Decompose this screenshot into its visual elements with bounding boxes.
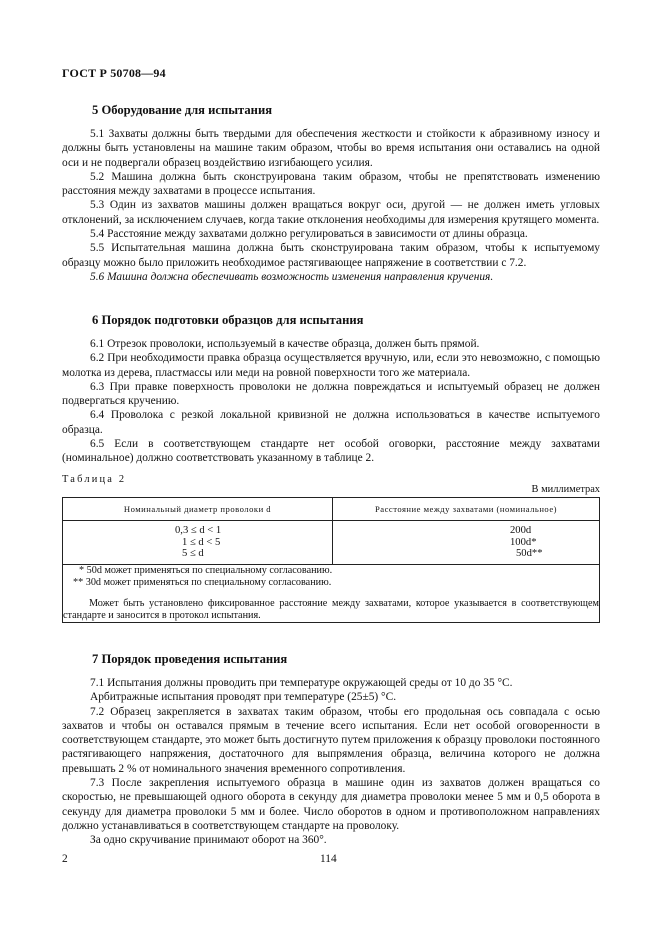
- paragraph-7-2: 7.2 Образец закрепляется в захватах таким образом, чтобы его продольная ось совпадала с осью захватов и чтобы он оставался прямым в течение всего испытания. Если нет особой оговоренности в соответствующем стандарте, это может быть достигнуто путем приложения к образцу проволоки постоянного растягивающего напряжения, достаточного для выпрямления образца, величина которого не должна превышать 2 % от номинального значения временного сопротивления.: [62, 705, 600, 775]
- table-header-distance: Расстояние между захватами (номинальное): [333, 498, 600, 521]
- table-cell-distance: 200d: [510, 525, 532, 536]
- paragraph-7-3-definition: За одно скручивание принимают оборот на 360°.: [90, 834, 327, 847]
- page-number-center: 114: [320, 853, 337, 865]
- paragraph-7-1: 7.1 Испытания должны проводить при температуре окружающей среды от 10 до 35 °С.: [90, 677, 513, 689]
- paragraph-6-1: 6.1 Отрезок проволоки, используемый в качестве образца, должен быть прямой.: [90, 338, 480, 350]
- paragraph-7-3: 7.3 После закрепления испытуемого образца в машине один из захватов должен вращаться со скоростью, не превышающей одного оборота в секунду для диаметра проволоки менее 5 мм и 0,5 оборота в секунду для диаметра проволоки 5 мм и более. Число оборотов в одном и противоположном направлениях должно устанавливаться в соответствующем стандарте на проволоку.: [62, 777, 600, 832]
- paragraph-6-5: 6.5 Если в соответствующем стандарте нет особой оговорки, расстояние между захватами (номинальное) должно соответствовать указанному в таблице 2.: [62, 438, 600, 465]
- distance-column: [333, 521, 599, 564]
- table-cell-diameter: 1 ≤ d < 5: [182, 536, 221, 548]
- table-header-diameter: Номинальный диаметр проволоки d: [63, 498, 333, 521]
- table-unit: В миллиметрах: [531, 484, 600, 495]
- table-note: * 50d может применяться по специальному согласованию.: [79, 564, 333, 576]
- diameter-column: [63, 521, 332, 564]
- table-2: [62, 497, 600, 623]
- section-6-body: [62, 337, 600, 466]
- paragraph-5-4: 5.4 Расстояние между захватами должно регулироваться в зависимости от длины образца.: [90, 228, 528, 241]
- paragraph-5-6: 5.6 Машина должна обеспечивать возможность изменения направления кручения.: [90, 270, 494, 283]
- paragraph-5-1: 5.1 Захваты должны быть твердыми для обеспечения жесткости и стойкости к абразивному износу и должны быть установлены на машине таким образом, чтобы во время испытания они оставались на одной оси и не подвергали образец воздействию изгибающего усилия.: [62, 128, 600, 169]
- table-cell-diameter: 5 ≤ d: [182, 548, 204, 560]
- table-remark: Может быть установлено фиксированное расстояние между захватами, которое указывается в соответствующем стандарте и заносится в протокол испытания.: [63, 597, 599, 621]
- section-7-body: [62, 676, 600, 848]
- paragraph-6-4: 6.4 Проволока с резкой локальной кривизной не должна использоваться в качестве испытуемого образца.: [62, 409, 600, 436]
- table-notes-row: [63, 564, 600, 622]
- section-5-body: [62, 127, 600, 284]
- section-5-title: 5 Оборудование для испытания: [92, 103, 273, 117]
- table-cell-distance: 50d**: [516, 548, 543, 560]
- table-cell-distance: 100d*: [510, 536, 537, 548]
- table-values-row: [63, 521, 600, 565]
- page-number-left: 2: [62, 853, 68, 865]
- standard-header: ГОСТ Р 50708—94: [62, 66, 166, 80]
- paragraph-7-1-arbitration: Арбитражные испытания проводят при температуре (25±5) °С.: [90, 691, 397, 704]
- table-caption: Таблица 2: [62, 474, 127, 485]
- section-7-title: 7 Порядок проведения испытания: [92, 652, 288, 666]
- paragraph-5-3: 5.3 Один из захватов машины должен вращаться вокруг оси, другой — не должен иметь угловых отклонений, за исключением случаев, когда такие отклонения необходимы для измерения крутящего момента.: [62, 199, 600, 226]
- table-cell-diameter: 0,3 ≤ d < 1: [175, 525, 222, 536]
- section-6-title: 6 Порядок подготовки образцов для испытания: [92, 313, 364, 327]
- table-note: ** 30d может применяться по специальному согласованию.: [73, 576, 332, 588]
- paragraph-6-3: 6.3 При правке поверхность проволоки не должна повреждаться и испытуемый образец не должен подвергаться кручению.: [62, 380, 600, 408]
- paragraph-5-2: 5.2 Машина должна быть сконструирована таким образом, чтобы не препятствовать изменению расстояния между захватами в процессе испытания.: [62, 170, 600, 198]
- paragraph-6-2: 6.2 При необходимости правка образца осуществляется вручную, или, если это невозможно, с помощью молотка из дерева, пластмассы или меди на ровной поверхности того же материала.: [62, 352, 600, 379]
- table-header-row: [63, 498, 600, 521]
- paragraph-5-5: 5.5 Испытательная машина должна быть сконструирована таким образом, чтобы к испытуемому образцу можно было приложить необходимое растягивающее напряжение в соответствии с 7.2.: [62, 242, 600, 269]
